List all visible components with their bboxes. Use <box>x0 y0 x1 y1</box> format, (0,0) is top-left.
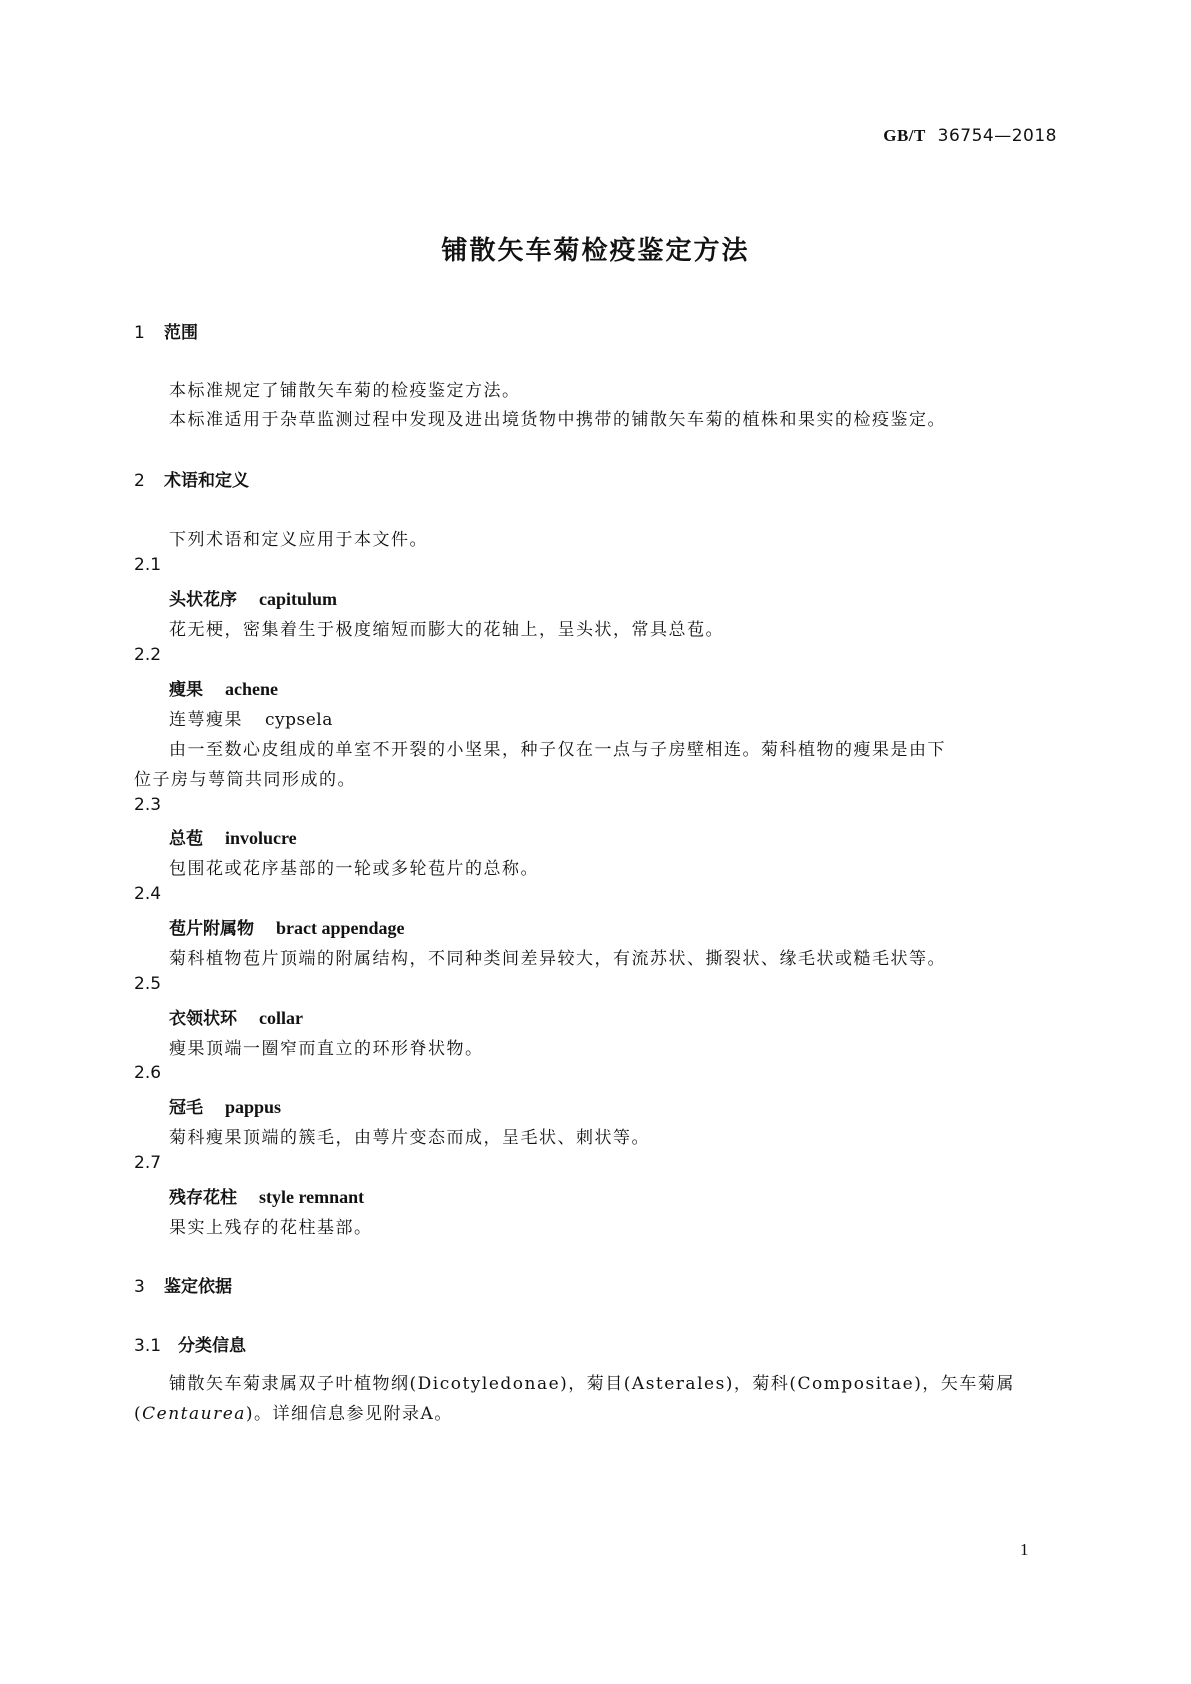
term-title: 头状花序 capitulum <box>169 589 338 610</box>
standard-number <box>883 126 1057 146</box>
term-synonym: 连萼瘦果 cypsela <box>169 710 333 730</box>
clause-number: 2.1 <box>134 555 162 575</box>
term-title: 苞片附属物 bract appendage <box>169 918 405 939</box>
section-1-paragraph-2: 本标准适用于杂草监测过程中发现及进出境货物中携带的铺散矢车菊的植株和果实的检疫鉴定。 <box>169 410 946 430</box>
term-definition-continued: 位子房与萼筒共同形成的。 <box>134 770 356 790</box>
term-title: 总苞 involucre <box>169 828 297 849</box>
term-title: 衣领状环 collar <box>169 1008 303 1029</box>
term-definition: 花无梗，密集着生于极度缩短而膨大的花轴上，呈头状，常具总苞。 <box>169 620 724 640</box>
clause-number: 2.4 <box>134 884 162 904</box>
section-3-1-heading: 3.1 分类信息 <box>134 1336 246 1356</box>
clause-number: 2.5 <box>134 974 162 994</box>
term-definition: 果实上残存的花柱基部。 <box>169 1218 373 1238</box>
genus-name: Centaurea <box>142 1404 246 1424</box>
page-number: 1 <box>1020 1540 1029 1559</box>
section-3-1-paragraph-line-1: 铺散矢车菊隶属双子叶植物纲(Dicotyledonae)，菊目(Asterales)，菊科(Compositae)，矢车菊属 <box>169 1374 1015 1394</box>
clause-number: 2.3 <box>134 795 162 815</box>
term-definition: 由一至数心皮组成的单室不开裂的小坚果，种子仅在一点与子房壁相连。菊科植物的瘦果是由下 <box>169 740 946 760</box>
term-definition: 瘦果顶端一圈窄而直立的环形脊状物。 <box>169 1039 484 1059</box>
section-1-paragraph-1: 本标准规定了铺散矢车菊的检疫鉴定方法。 <box>169 381 521 401</box>
standard-code: 36754—2018 <box>937 126 1057 146</box>
term-definition: 菊科瘦果顶端的簇毛，由萼片变态而成，呈毛状、刺状等。 <box>169 1128 650 1148</box>
clause-number: 2.7 <box>134 1153 162 1173</box>
section-1-heading: 1 范围 <box>134 323 198 343</box>
term-definition: 菊科植物苞片顶端的附属结构，不同种类间差异较大，有流苏状、撕裂状、缘毛状或糙毛状等。 <box>169 949 946 969</box>
standard-prefix: GB/T <box>883 126 926 145</box>
section-2-intro: 下列术语和定义应用于本文件。 <box>169 530 428 550</box>
clause-number: 2.2 <box>134 645 162 665</box>
section-3-heading: 3 鉴定依据 <box>134 1277 232 1297</box>
clause-number: 2.6 <box>134 1063 162 1083</box>
term-title: 瘦果 achene <box>169 679 278 700</box>
section-3-1-paragraph-line-2: (Centaurea)。详细信息参见附录A。 <box>134 1404 453 1424</box>
section-2-heading: 2 术语和定义 <box>134 471 249 491</box>
document-title: 铺散矢车菊检疫鉴定方法 <box>441 236 750 266</box>
term-title: 残存花柱 style remnant <box>169 1187 365 1208</box>
term-definition: 包围花或花序基部的一轮或多轮苞片的总称。 <box>169 859 539 879</box>
term-title: 冠毛 pappus <box>169 1097 282 1118</box>
